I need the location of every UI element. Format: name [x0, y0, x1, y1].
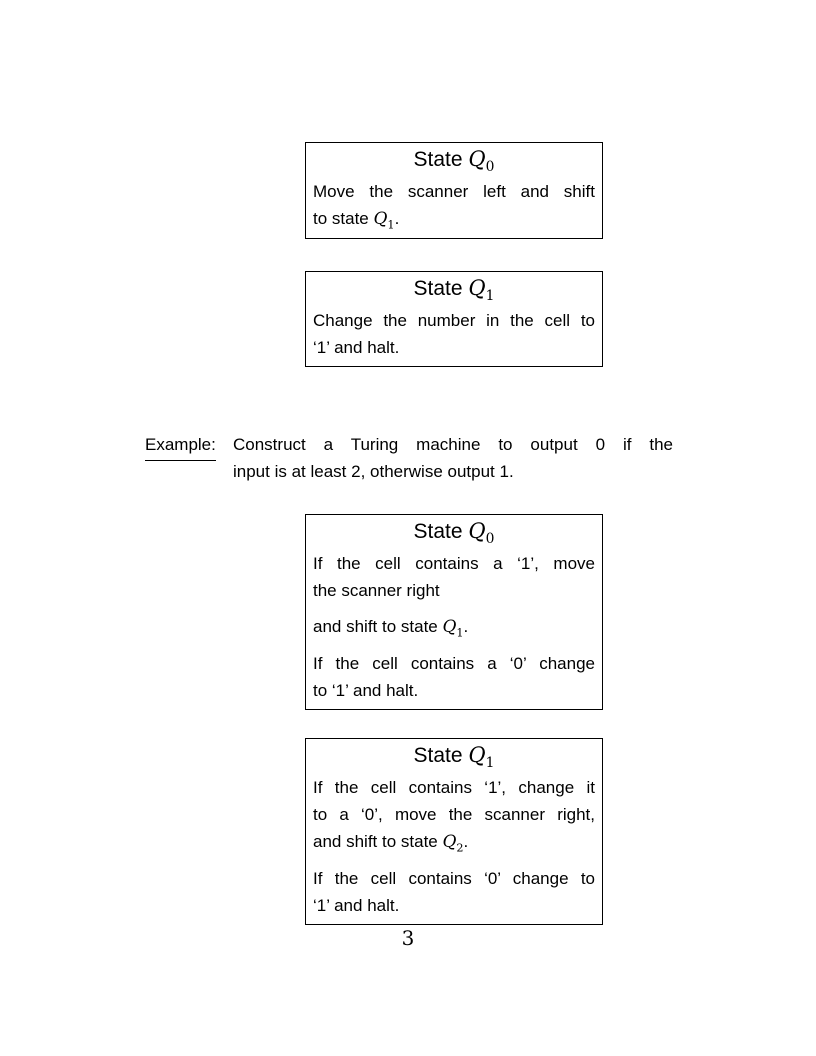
state-box-paragraph	[313, 307, 595, 361]
state-box-line: ‘1’ and halt.	[313, 338, 400, 357]
state-box-line: the scanner right	[313, 581, 440, 600]
example-line: Construct a Turing machine to output 0 if the	[233, 435, 673, 454]
state-symbol: $Q_1$	[442, 617, 464, 640]
page-number: 3	[401, 926, 415, 950]
state-box-line: to state $Q_1$.	[313, 209, 400, 232]
example-state-q0-box	[305, 514, 603, 710]
state-symbol: $Q_0$	[468, 147, 495, 176]
example-label: Example:	[145, 431, 216, 461]
state-box-line: Change the number in the cell to	[313, 311, 595, 330]
state-symbol: $Q_2$	[442, 832, 464, 855]
state-box-line: Move the scanner left and shift	[313, 182, 595, 201]
state-box-title: State $Q_1$	[413, 276, 495, 305]
state-q1-box	[305, 271, 603, 367]
state-box-line: and shift to state $Q_1$.	[313, 617, 469, 640]
state-box-line: to a ‘0’, move the scanner right,	[313, 805, 595, 824]
state-box-paragraph	[313, 650, 595, 704]
state-q0-box	[305, 142, 603, 239]
state-box-paragraph	[313, 613, 595, 641]
state-box-paragraph	[313, 774, 595, 856]
state-symbol: $Q_1$	[373, 209, 395, 232]
state-box-line: If the cell contains ‘0’ change to	[313, 869, 595, 888]
state-box-paragraph	[313, 178, 595, 233]
state-box-line: and shift to state $Q_2$.	[313, 832, 469, 855]
state-symbol: $Q_1$	[468, 276, 495, 305]
state-box-title: State $Q_0$	[413, 519, 495, 548]
state-box-line: If the cell contains a ‘0’ change	[313, 654, 595, 673]
example-state-q1-box	[305, 738, 603, 925]
state-box-paragraph	[313, 550, 595, 604]
example-text	[233, 431, 673, 485]
state-symbol: $Q_1$	[468, 743, 495, 772]
state-box-title: State $Q_0$	[413, 147, 495, 176]
example-line: input is at least 2, otherwise output 1.	[233, 462, 514, 481]
state-box-line: to ‘1’ and halt.	[313, 681, 419, 700]
state-box-title: State $Q_1$	[413, 743, 495, 772]
state-symbol: $Q_0$	[468, 519, 495, 548]
state-box-line: If the cell contains a ‘1’, move	[313, 554, 595, 573]
state-box-paragraph	[313, 865, 595, 919]
state-box-line: If the cell contains ‘1’, change it	[313, 778, 595, 797]
state-box-line: ‘1’ and halt.	[313, 896, 400, 915]
